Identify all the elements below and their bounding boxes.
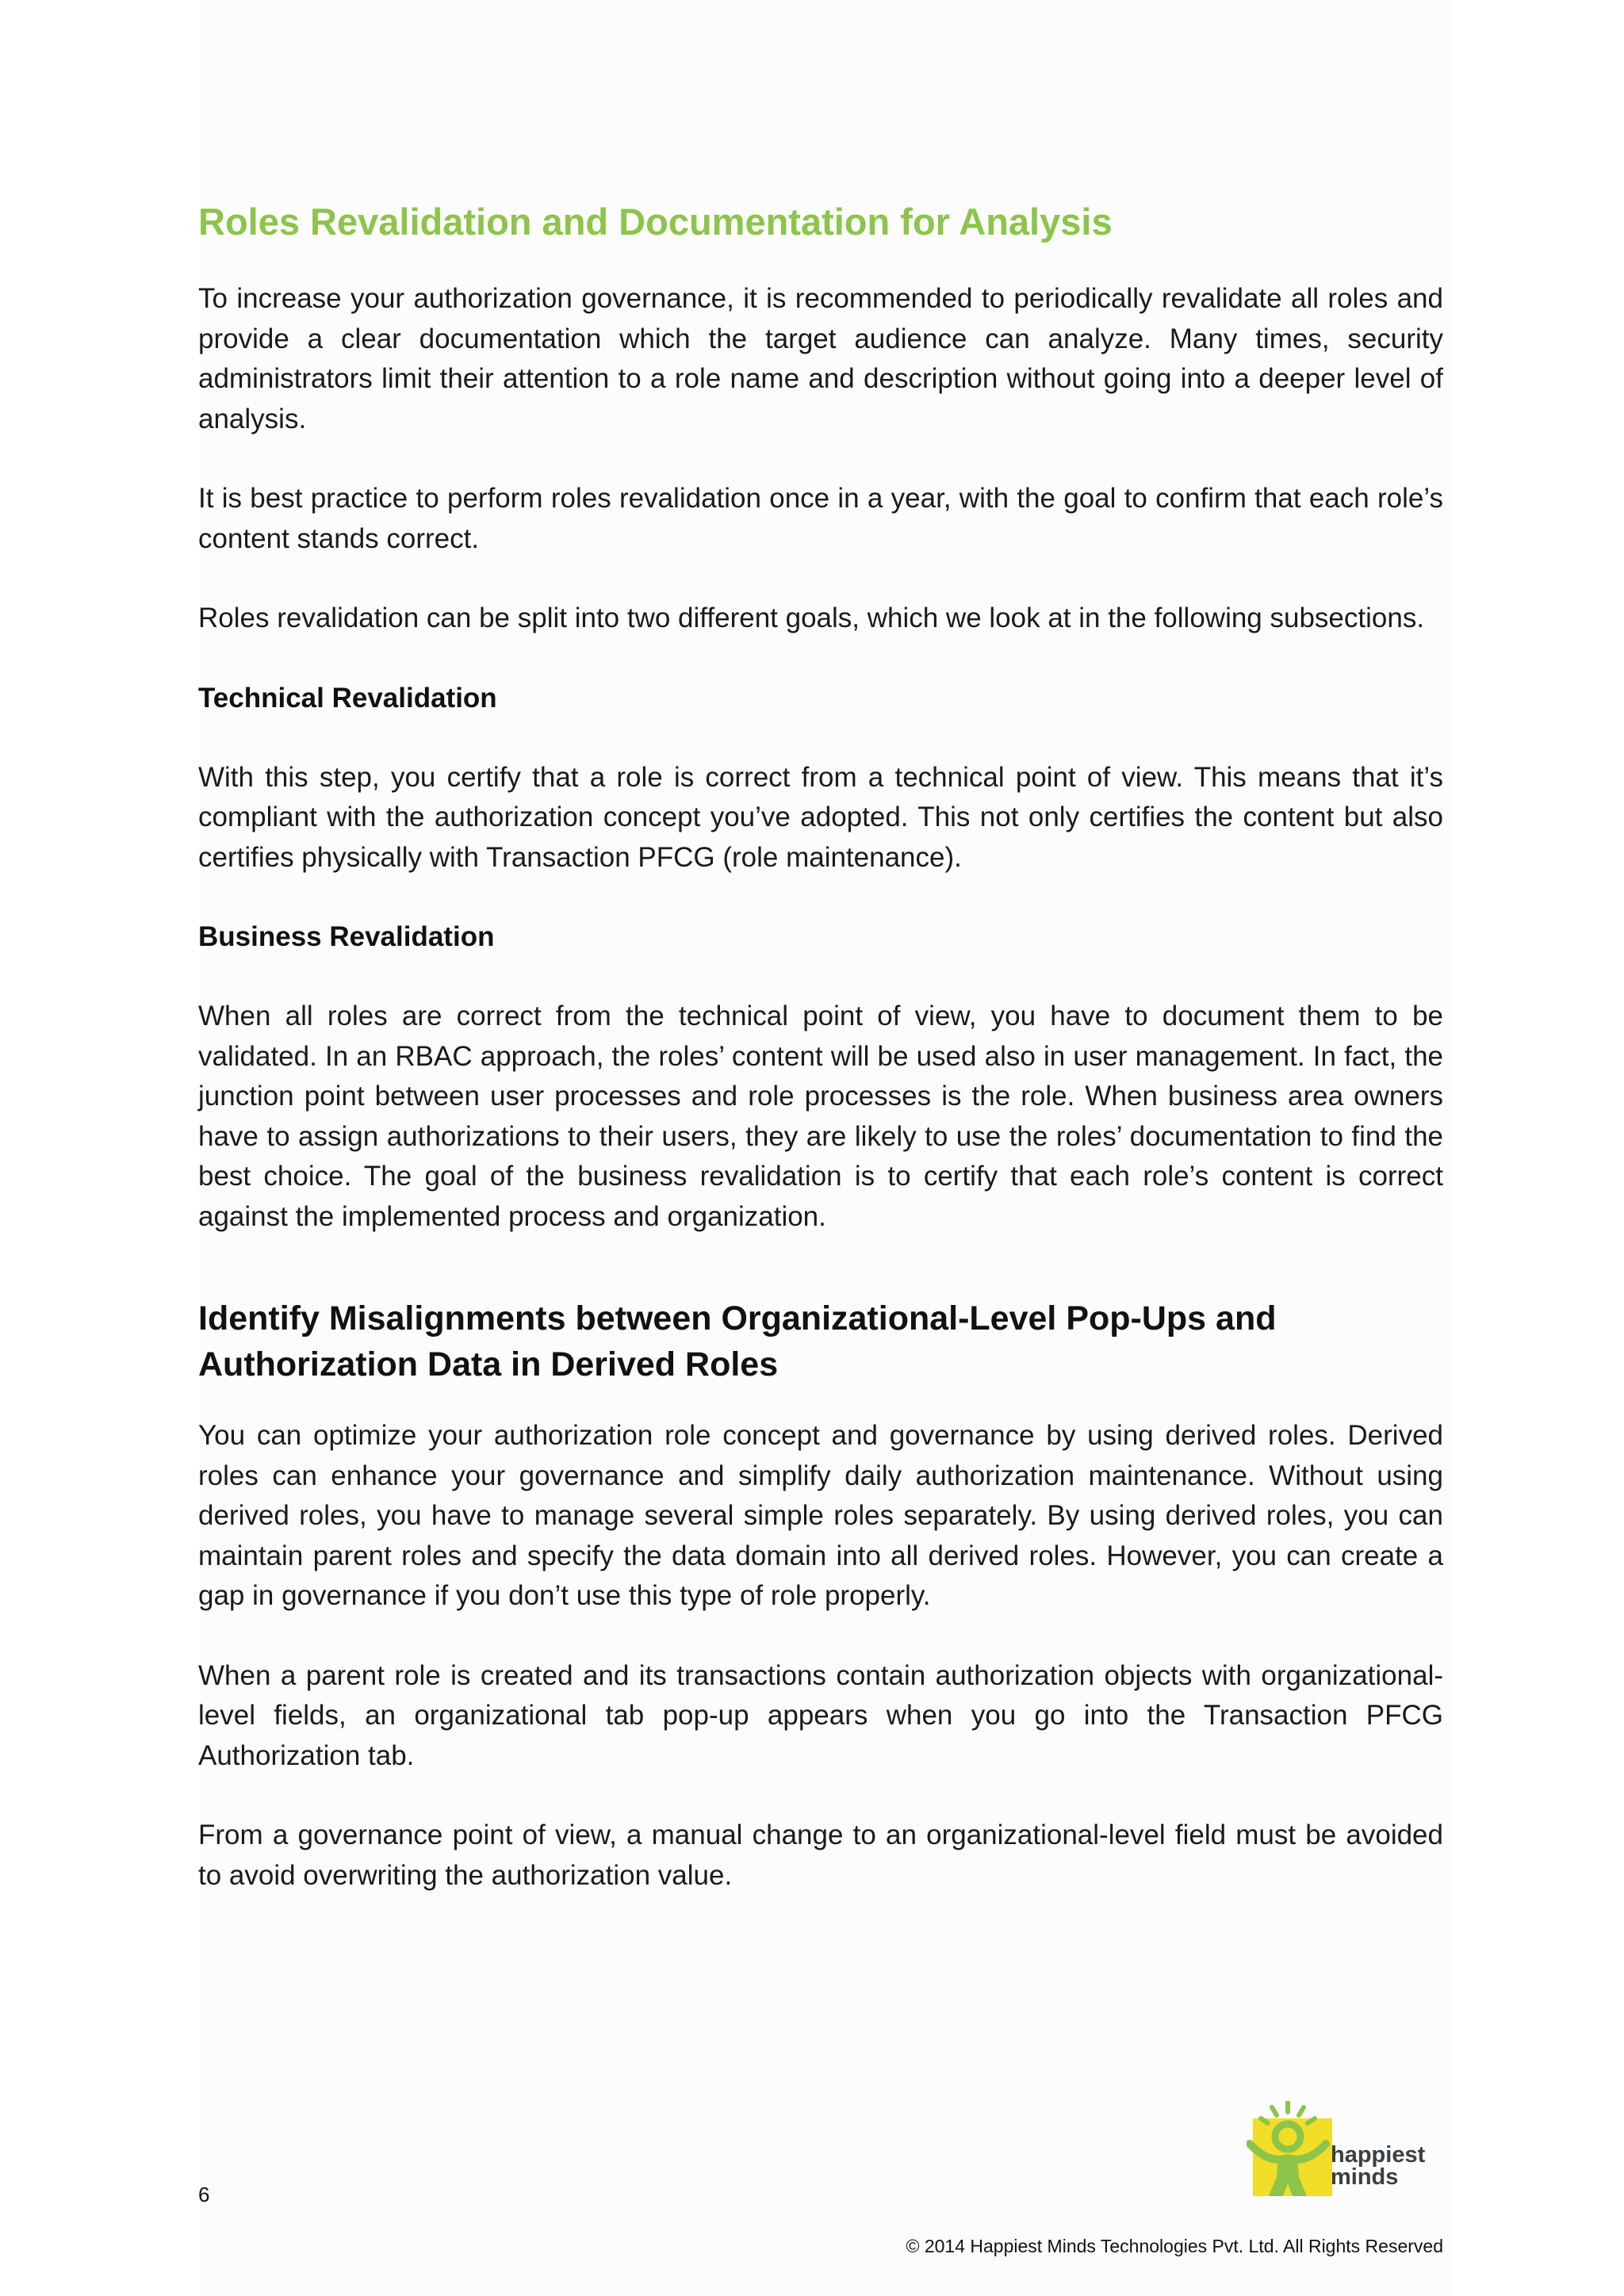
section-title-line-2: Authorization Data in Derived Roles (198, 1345, 779, 1383)
paragraph-business-revalidation: When all roles are correct from the technical point of view, you have to document them to be validated. In an RBAC approach, the roles’ content will be used also in user management. In fact, the junction point between user processes and role processes is the role. When business area owners have to assign authorizations to their users, they are likely to use the roles’ documentation to find the best choice. The goal of the business revalidation is to certify that each role’s content is correct against the implemented process and organization. (198, 1001, 1443, 1232)
paragraph-technical-revalidation: With this step, you certify that a role is correct from a technical point of view. This means that it’s compliant with the authorization concept you’ve adopted. This not only certifies the content but also certifies physically with Transaction PFCG (role maintenance). (198, 761, 1443, 873)
section-title-roles-revalidation: Roles Revalidation and Documentation for Analysis (198, 201, 1113, 243)
paragraph: You can optimize your authorization role concept and governance by using derived roles. Derived roles can enhance your governance and simplify daily authorization maintenance. Without using derived roles, you have to manage several simple roles separately. By using derived roles, you can maintain parent roles and specify the data domain into all derived roles. However, you can create a gap in governance if you don’t use this type of role properly. (198, 1420, 1443, 1611)
logo-mark-icon (1247, 2101, 1334, 2196)
section-title-line-1: Identify Misalignments between Organizational-Level Pop-Ups and (198, 1299, 1277, 1337)
happiest-minds-logo (1247, 2101, 1453, 2196)
paragraph: When a parent role is created and its transactions contain authorization objects with organizational-level fields, an organizational tab pop-up appears when you go into the Transaction PFCG Authorization tab. (198, 1659, 1443, 1771)
subheading-technical-revalidation: Technical Revalidation (198, 682, 497, 714)
paragraph: Roles revalidation can be split into two different goals, which we look at in the following subsections. (198, 603, 1425, 633)
page-content (198, 198, 1443, 1896)
copyright-footer: © 2014 Happiest Minds Technologies Pvt. Ltd. All Rights Reserved (906, 2236, 1443, 2256)
paragraph: It is best practice to perform roles revalidation once in a year, with the goal to confirm that each role’s content stands correct. (198, 483, 1443, 554)
subheading-business-revalidation: Business Revalidation (198, 921, 495, 952)
paragraph: From a governance point of view, a manual change to an organizational-level field must be avoided to avoid overwriting the authorization value. (198, 1820, 1443, 1891)
section-title-misalignments (198, 1295, 1443, 1387)
page-number: 6 (198, 2183, 210, 2206)
logo-text-happiest: happiest (1331, 2142, 1426, 2168)
logo-text-minds: minds (1331, 2164, 1399, 2190)
logo-wordmark (1331, 2144, 1425, 2188)
paragraph: To increase your authorization governance, it is recommended to periodically revalidate all roles and provide a clear documentation which the target audience can analyze. Many times, security administrators limit their attention to a role name and description without going into a deeper level of analysis. (198, 283, 1443, 434)
